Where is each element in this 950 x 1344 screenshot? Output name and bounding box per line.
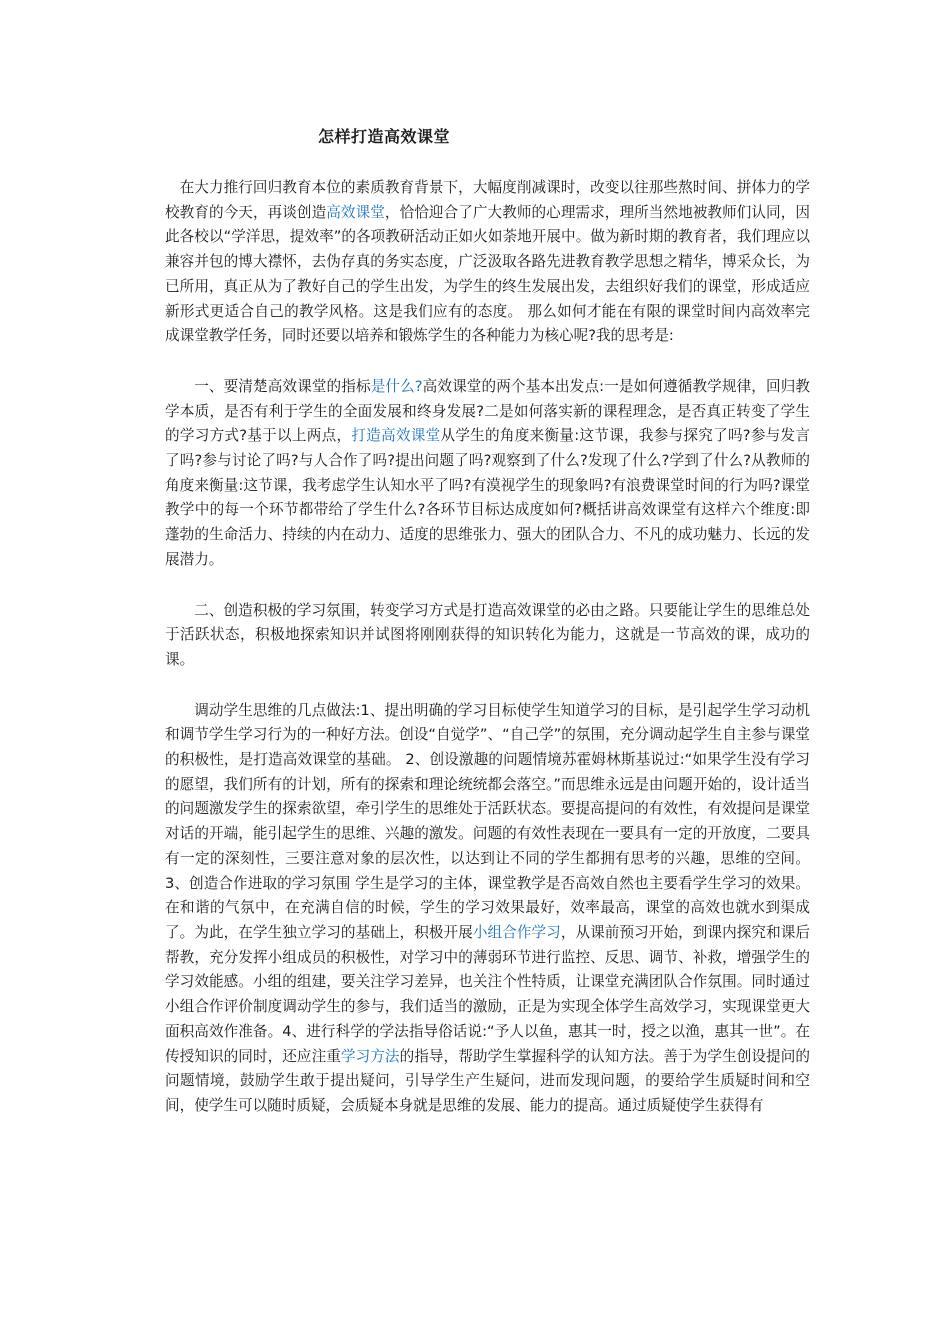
paragraph-text: ，从课前预习开始，到课内探究和课后帮教，充分发挥小组成员的积极性，对学习中的薄弱环节进行监控、反思、调节、补救，增强学生的学习效能感。小组的组建，要关注学习差异，也关注个性特质，让课堂充满团队合作氛围。同时通过小组合作评价制度调动学生的参与，我们适当的激励，正是为实现全体学生高效学习，实现课堂更大面积高效作准备。4、进行科学的学法指导俗话说:“予人以鱼，惠其一时，授之以渔，惠其一世”。在传授知识的同时，还应注重: [165, 923, 810, 1065]
paragraph-text: 一、要清楚高效课堂的指标: [194, 377, 371, 395]
link-what-is[interactable]: 是什么?: [370, 377, 423, 395]
link-group-cooperative-learning[interactable]: 小组合作学习: [472, 923, 561, 941]
paragraph-methods: [165, 699, 810, 1119]
paragraph-text: 高效课堂的两个基本出发点:一是如何遵循教学规律，回归教学本质，是否有利于学生的全面发展和终身发展?二是如何落实新的课程理念，是否真正转变了学生的学习方式?基于以上两点，: [165, 377, 810, 445]
document-body: [165, 124, 810, 1119]
paragraph-text: 调动学生思维的几点做法:1、提出明确的学习目标使学生知道学习的目标，是引起学生学习动机和调节学生学习行为的一种好方法。创设“自觉学”、“自己学”的氛围，充分调动起学生自主参与课堂的积极性，是打造高效课堂的基础。 2、创设激趣的问题情境苏霍姆林斯基说过:“如果学生没有学习的愿望，我们所有的计划，所有的探索和理论统统都会落空。”而思维永远是由问题开始的，设计适当的问题激发学生的探索欲望，牵引学生的思维处于活跃状态。要提高提问的有效性，有效提问是课堂对话的开端，能引起学生的思维、兴趣的激发。问题的有效性表现在一要具有一定的开放度，二要具有一定的深刻性，三要注意对象的层次性，以达到让不同的学生都拥有思考的兴趣，思维的空间。3、创造合作进取的学习氛围 学生是学习的主体，课堂教学是否高效自然也主要看学生学习的效果。在和谐的气氛中，在充满自信的时候，学生的学习效果最好，效率最高，课堂的高效也就水到渠成了。为此，在学生独立学习的基础上，积极开展: [165, 701, 810, 941]
paragraph-section-two: [165, 599, 810, 673]
paragraph-text: 二、创造积极的学习氛围，转变学习方式是打造高效课堂的必由之路。只要能让学生的思维总处于活跃状态，积极地探索知识并试图将刚刚获得的知识转化为能力，这就是一节高效的课，成功的课。: [165, 601, 810, 668]
paragraph-text: 从学生的角度来衡量:这节课，我参与探究了吗?参与发言了吗?参与讨论了吗?与人合作了吗?提出问题了吗?观察到了什么?发现了什么?学到了什么?从教师的角度来衡量:这节课，我考虑学生认知水平了吗?有漠视学生的现象吗?有浪费课堂时间的行为吗?课堂教学中的每一个环节都带给了学生什么?各环节目标达成度如何?概括讲高效课堂有这样六个维度:即蓬勃的生命活力、持续的内在动力、适度的思维张力、强大的团队合力、不凡的成功魅力、长远的发展潜力。: [165, 427, 810, 568]
paragraph-text: 的指导，帮助学生掌握科学的认知方法。善于为学生创设提问的问题情境，鼓励学生敢于提出疑问，引导学生产生疑问，进而发现问题，的要给学生质疑时间和空间，使学生可以随时质疑，会质疑本身就是思维的发展、能力的提高。通过质疑使学生获得有: [165, 1047, 810, 1114]
link-build-efficient-classroom[interactable]: 打造高效课堂: [351, 427, 441, 445]
page-title: 怎样打造高效课堂: [318, 127, 451, 146]
paragraph-section-one: [165, 375, 810, 573]
paragraph-intro: [165, 176, 810, 349]
link-efficient-classroom[interactable]: 高效课堂: [326, 203, 385, 221]
paragraph-text: 在大力推行回归教育本位的素质教育背景下，大幅度削减课时，改变以往那些熬时间、拼体力的学校教育的今天，再谈创造: [165, 179, 810, 221]
paragraph-text: ，恰恰迎合了广大教师的心理需求，理所当然地被教师们认同，因此各校以“学洋思，提效率”的各项教研活动正如火如荼地开展中。做为新时期的教育者，我们理应以兼容并包的博大襟怀，去伪存真的务实态度，广泛汲取各路先进教育教学思想之精华，博采众长，为已所用，真正从为了教好自己的学生出发，为学生的终生发展出发，去组织好我们的课堂，形成适应新形式更适合自己的教学风格。这是我们应有的态度。 那么如何才能在有限的课堂时间内高效率完成课堂教学任务，同时还要以培养和锻炼学生的各种能力为核心呢?我的思考是:: [165, 203, 810, 345]
link-learning-methods[interactable]: 学习方法: [340, 1047, 400, 1065]
